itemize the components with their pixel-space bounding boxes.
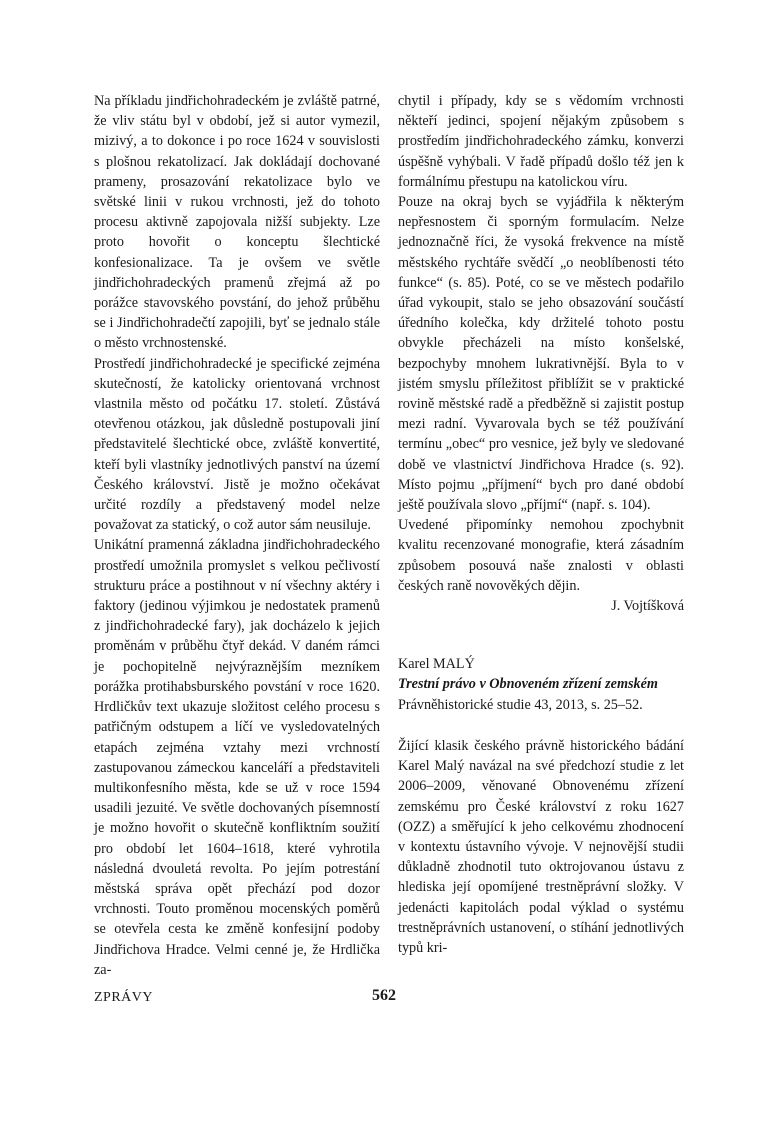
paragraph: Pouze na okraj bych se vyjádřila k některým nepřesnostem či sporným formulacím. Nelze jednoznačně říci, že vysoká frekvence na místě městského rychtáře svědčí „o neoblíbenosti této funkce“ (s. 85). Poté, co se ve městech podařilo úřad vykoupit, stalo se jeho obsazování součástí úředního kolečka, kdy držitelé tohoto postu obvykle přecházeli na místo konšelské, bezpochyby mnohem lukrativnější. Byla to v jistém smyslu příležitost přiblížit se v praktické rovině městské radě a předběžně si zajistit postup mezi radní. Vyvarovala bych se též používání termínu „obec“ pro vesnice, jež byly ve sledované době ve vlastnictví Jindřichova Hradce (s. 92). Místo pojmu „příjmení“ bych pro dané období ještě používala slovo „příjmí“ (např. s. 104). [398, 194, 684, 514]
right-column [398, 91, 684, 958]
paragraph: Na příkladu jindřichohradeckém je zvláště patrné, že vliv státu byl v období, jež si autor vymezil, mizivý, a to dokonce i po roce 1624 v souvislosti s plošnou rekatolizací. Jak dokládají dochované prameny, prosazování rekatolizace bylo ve světské linii v rukou vrchnosti, jež do tohoto procesu aktivně zapojovala nižší subjekty. Lze proto hovořit o konceptu šlechtické konfesionalizace. Ta je ovšem ve světle jindřichohradeckých pramenů zřejmá až po porážce stavovského povstání, do jehož průběhu se i Jindřichohradečtí zapojili, byť se jednalo stále o město vrchnostenské. [94, 93, 380, 352]
left-column [94, 91, 380, 980]
page-number: 562 [372, 987, 396, 1004]
paragraph: Prostředí jindřichohradecké je specifické zejména skutečností, že katolicky orientovaná vrchnost vlastnila město od počátku 17. století. Zůstává otevřenou otázkou, jak důsledně postupovali jiní představitelé šlechtické obce, zvláště konvertité, kteří byli vlastníky jednotlivých panství na území Českého království. Jistě je možno očekávat určité rozdíly a představený model nelze považovat za statický, o což autor sám neusiluje. [94, 355, 380, 534]
paragraph: Žijící klasik českého právně historického bádání Karel Malý navázal na své předchozí studie z let 2006–2009, věnované Obnovenému zřízení zemskému pro České království z roku 1627 (OZZ) a směřující k jeho celkovému zhodnocení v kontextu ústavního vývoje. V nejnovější studii důkladně zhodnotil tuto oktrojovanou ústavu z hlediska její opomíjené trestněprávní složky. V jedenácti kapitolách podal výklad o systému trestněprávních ustanovení, o stíhání jednotlivých typů kri- [398, 737, 684, 956]
paragraph: Unikátní pramenná základna jindřichohradeckého prostředí umožnila promyslet s velkou pečlivostí strukturu práce a postihnout v ní všechny aktéry i faktory (jedinou výjimkou je nedostatek pramenů z jindřichohradecké fary), jak docházelo k jejich proměnám v průběhu čtyř dekád. V daném rámci je pochopitelně nejvýraznějším mezníkem porážka protihabsburského povstání v roce 1620. Hrdličkův text ukazuje složitost celého procesu s patřičným odstupem a líčí ve vysledovatelných etapách zejména vztahy mezi vrchností zastupovanou zámeckou kanceláří a představiteli multikonfesního města, kde se už v roce 1594 usadili jezuité. Ve světle dochovaných písemností je možno hovořit o skutečně konfliktním soužití pro období let 1604–1618, které vyhrotila následná dvouletá revolta. Po jejím potrestání městská správa opět přechází pod dozor vrchnosti. Touto proměnou mocenských poměrů se otevřela cesta ke změně konfesijní podoby Jindřichova Hradce. Velmi cenné je, že Hrdlička za- [94, 537, 380, 978]
bibliographic-entry [398, 654, 684, 715]
review-signature: J. Vojtíšková [611, 598, 684, 615]
paragraph: Uvedené připomínky nemohou zpochybnit kvalitu recenzované monografie, která zásadním způsobem posouvá naše znalosti v oblasti českých raně novověkých dějin. [398, 517, 684, 594]
entry-title: Trestní právo v Obnoveném zřízení zemském [398, 676, 658, 693]
entry-author: Karel MALÝ [398, 656, 475, 673]
paragraph: chytil i případy, kdy se s vědomím vrchnosti někteří jedinci, spojení nějakým způsobem s prostředím jindřichohradeckého zámku, konverzi úspěšně vyhýbali. V řadě případů došlo též jen k formálnímu přestupu na katolickou víru. [398, 93, 684, 190]
running-footer-section: ZPRÁVY [94, 990, 154, 1005]
entry-source: Právněhistorické studie 43, 2013, s. 25–52. [398, 696, 643, 713]
